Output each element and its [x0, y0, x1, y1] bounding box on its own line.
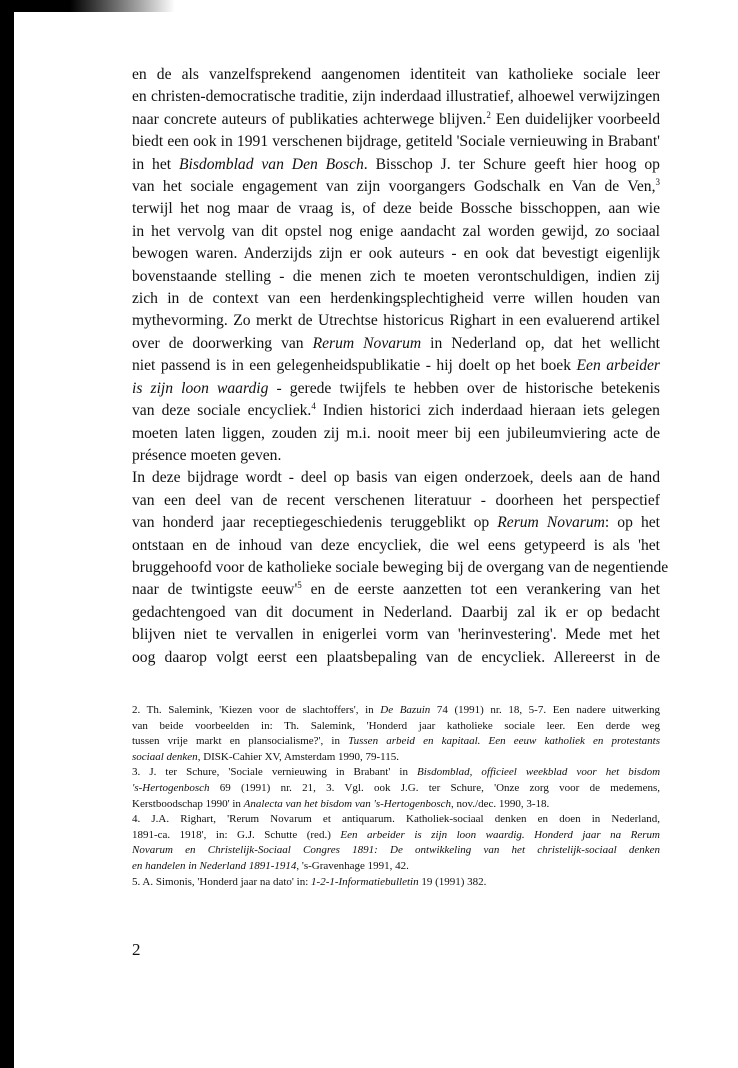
text-line: van een deel van de recent verschenen literatuur - doorheen het perspectief: [132, 491, 660, 509]
footnote-line: sociaal denken, DISK-Cahier XV, Amsterdam 1990, 79-115.: [132, 750, 400, 763]
text-line: bruggehoofd voor de katholieke sociale beweging bij de overgang van de negentiende: [132, 558, 669, 576]
footnote-line: van beide voorbeelden in: Th. Salemink, 'Honderd jaar katholieke sociale leer. Een derde weg: [132, 719, 660, 732]
footnote-ref-4[interactable]: 4: [311, 400, 316, 411]
footnote-line: Novarum en Christelijk-Sociaal Congres 1891: De ontwikkeling van het christelijk-sociaal denken: [132, 844, 660, 857]
body-paragraphs: [132, 64, 669, 669]
footnote-line: en handelen in Nederland 1891-1914, 's-Gravenhage 1991, 42.: [132, 859, 409, 872]
footnote-5: [132, 875, 660, 891]
text-line: en de als vanzelfsprekend aangenomen identiteit van katholieke sociale leer: [132, 66, 660, 83]
footnote-ref-3[interactable]: 3: [655, 176, 660, 187]
text-line: bewogen waren. Anderzijds zijn er ook auteurs - en ook dat bevestigt eigenlijk: [132, 245, 660, 263]
text-line: moeten laten liggen, zouden zij m.i. nooit meer bij een jubileumviering acte de: [132, 424, 660, 442]
body-text-block: [132, 64, 669, 669]
text-line: oog daarop volgt eerst een plaatsbepaling van de encycliek. Allereerst in de: [132, 648, 660, 666]
text-line: niet passend is in een gelegenheidspublikatie - hij doelt op het boek Een arbeider: [132, 357, 660, 375]
text-line: In deze bijdrage wordt - deel op basis van eigen onderzoek, deels aan de hand: [132, 469, 660, 487]
text-line: bovenstaande stelling - die menen zich te moeten verontschuldigen, indien zij: [132, 267, 660, 285]
text-line: over de doorwerking van Rerum Novarum in Nederland op, dat het wellicht: [132, 334, 661, 352]
text-line: naar de twintigste $eeuw'^5$ en de eerste aanzetten tot een verankering van het: [132, 580, 660, 599]
text-line: blijven niet te vervallen in enigerlei vorm van 'herinvestering'. Mede met het: [132, 626, 660, 644]
text-line: zich in de context van een herdenkingsplechtigheid verre willen houden van: [132, 290, 660, 308]
footnote-line: 4. J.A. Righart, 'Rerum Novarum et antiquarum. Katholiek-sociaal denken en doen in Nederland,: [132, 813, 660, 826]
page-number: 2: [132, 940, 141, 959]
footnote-line: 's-Hertogenbosch 69 (1991) nr. 21, 3. Vgl. ook J.G. ter Schure, 'Onze zorg voor de medemens,: [132, 781, 660, 794]
footnote-line: Kerstboodschap 1990' in Analecta van het bisdom van 's-Hertogenbosch, nov./dec. 1990, 3-18.: [132, 797, 550, 810]
footnote-line: 5. A. Simonis, 'Honderd jaar na dato' in: 1-2-1-Informatiebulletin 19 (1991) 382.: [132, 875, 487, 888]
text-line: terwijl het nog maar de vraag is, of deze beide Bossche bisschoppen, aan wie: [132, 200, 660, 218]
footnote-4: [132, 812, 660, 874]
text-line: in het Bisdomblad van Den Bosch. Bisschop J. ter Schure geeft hier hoog op: [132, 155, 660, 173]
footnote-3: [132, 765, 660, 812]
footnote-line: 2. Th. Salemink, 'Kiezen voor de slachtoffers', in De Bazuin 74 (1991) nr. 18, 5-7. Een nadere uitwerking: [132, 704, 660, 716]
scan-dark-edge: [0, 0, 14, 1068]
footnotes: [132, 703, 660, 890]
text-line: van deze sociale encycliek.$^4$ Indien historici zich inderdaad hieraan iets gelegen: [132, 400, 660, 420]
footnote-2: [132, 703, 660, 765]
text-line: mythevorming. Zo merkt de Utrechtse historicus Righart in een evaluerend artikel: [132, 312, 660, 330]
text-line: naar concrete auteurs of publikaties achterwege blijven.$^2$ Een duidelijker voorbeeld: [132, 109, 660, 128]
text-line: gedachtengoed van dit document in Nederland. Daarbij zal ik er op bedacht: [132, 603, 660, 621]
text-line: van het sociale engagement van zijn voorgangers Godschalk en Van de Ven,$^3$: [132, 176, 660, 196]
footnote-line: 3. J. ter Schure, 'Sociale vernieuwing in Brabant' in Bisdomblad, officieel weekblad voor het bisdom: [132, 766, 661, 779]
text-line: in het vervolg van dit opstel nog enige aandacht zal worden gewijd, zo sociaal: [132, 222, 660, 240]
text-line: ontstaan en de inhoud van deze encycliek, die wel eens getypeerd is als 'het: [132, 536, 660, 554]
footnote-ref-5[interactable]: 5: [297, 580, 302, 591]
text-line: is zijn loon waardig - gerede twijfels te hebben over de historische betekenis: [132, 379, 661, 397]
text-line: en christen-democratische traditie, zijn inderdaad illustratief, alhoewel verwijzingen: [132, 88, 660, 106]
footnote-ref-2[interactable]: 2: [486, 109, 491, 120]
footnote-line: tussen vrije markt en plansocialisme?', in Tussen arbeid en kapitaal. Een eeuw katholiek en protestants: [132, 735, 660, 748]
scan-top-shadow: [0, 0, 175, 12]
text-line: présence moeten geven.: [132, 446, 282, 464]
footnote-line: 1891-ca. 1918', in: G.J. Schutte (red.) Een arbeider is zijn loon waardig. Honderd jaar na Rerum: [132, 828, 660, 841]
text-line: biedt een ook in 1991 verschenen bijdrage, getiteld 'Sociale vernieuwing in Brabant': [132, 133, 660, 151]
text-line: van honderd jaar receptiegeschiedenis teruggeblikt op Rerum Novarum: op het: [132, 514, 660, 532]
